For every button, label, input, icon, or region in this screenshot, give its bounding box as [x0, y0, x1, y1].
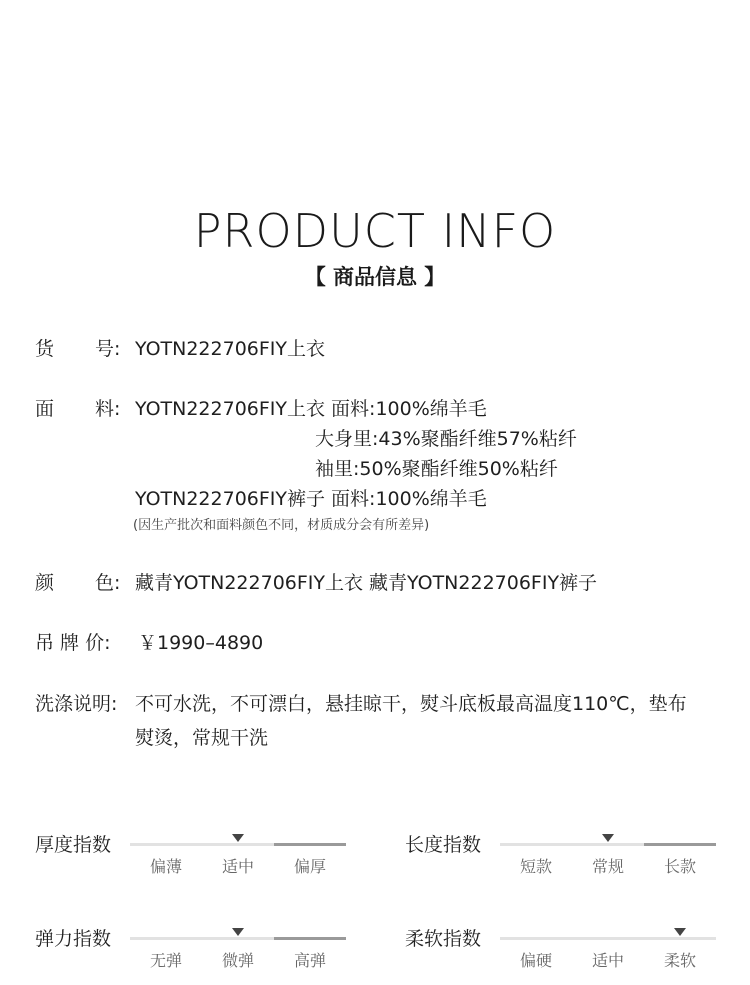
index-bar-segment	[202, 843, 274, 846]
index-bar-segment	[274, 937, 346, 940]
index-option-label: 适中	[591, 951, 624, 970]
index-bar-segment	[572, 843, 644, 846]
fabric-line-1: YOTN222706FIY上衣 面料:100%绵羊毛	[135, 398, 487, 420]
index-option-label: 短款	[519, 857, 552, 876]
index-option-label: 微弹	[221, 951, 254, 970]
page-subtitle: 【 商品信息 】	[304, 265, 446, 289]
index-bar	[500, 843, 716, 846]
sku-value: YOTN222706FIY上衣	[135, 338, 326, 360]
color-label-b: 色:	[95, 572, 121, 594]
fabric-label-a: 面	[35, 398, 55, 420]
index-bar	[500, 937, 716, 940]
index-bar-segment	[644, 937, 716, 940]
index-option-label: 偏硬	[519, 951, 552, 970]
fabric-line-3: 袖里:50%聚酯纤维50%粘纤	[315, 458, 558, 480]
index-title: 长度指数	[405, 834, 482, 856]
index-bar-segment	[274, 843, 346, 846]
index-marker-icon	[674, 928, 686, 936]
price-label: 吊 牌 价:	[35, 632, 111, 654]
index-option-label: 高弹	[293, 951, 326, 970]
index-option-label: 偏薄	[149, 857, 182, 876]
index-bar-segment	[130, 937, 202, 940]
index-bar-segment	[130, 843, 202, 846]
color-label-a: 颜	[35, 572, 55, 594]
sku-label-b: 号:	[95, 338, 121, 360]
fabric-label-b: 料:	[95, 398, 121, 420]
fabric-line-2: 大身里:43%聚酯纤维57%粘纤	[315, 428, 577, 450]
washing-line-2: 熨烫，常规干洗	[135, 727, 269, 749]
fabric-note: (因生产批次和面料颜色不同，材质成分会有所差异)	[133, 518, 430, 533]
washing-line-1: 不可水洗，不可漂白，悬挂晾干，熨斗底板最高温度110℃，垫布	[135, 693, 687, 715]
index-option-label: 适中	[221, 857, 254, 876]
index-title: 弹力指数	[35, 928, 112, 950]
index-bar-segment	[644, 843, 716, 846]
index-marker-icon	[232, 834, 244, 842]
page-title: PRODUCT INFO	[193, 204, 557, 258]
index-option-label: 无弹	[149, 951, 182, 970]
index-title: 柔软指数	[405, 928, 482, 950]
index-bar-segment	[202, 937, 274, 940]
index-option-label: 长款	[663, 857, 696, 876]
fabric-line-4: YOTN222706FIY裤子 面料:100%绵羊毛	[135, 488, 487, 510]
index-title: 厚度指数	[35, 834, 112, 856]
index-bar-segment	[500, 843, 572, 846]
index-marker-icon	[602, 834, 614, 842]
index-bar-segment	[500, 937, 572, 940]
index-option-label: 偏厚	[293, 857, 326, 876]
index-bar	[130, 843, 346, 846]
color-value: 藏青YOTN222706FIY上衣 藏青YOTN222706FIY裤子	[135, 572, 598, 594]
washing-label: 洗涤说明:	[35, 693, 118, 715]
sku-label-a: 货	[35, 338, 55, 360]
index-bar-segment	[572, 937, 644, 940]
index-option-label: 常规	[591, 857, 624, 876]
index-option-label: 柔软	[663, 951, 696, 970]
index-bar	[130, 937, 346, 940]
index-marker-icon	[232, 928, 244, 936]
price-value: ￥1990–4890	[138, 632, 264, 654]
